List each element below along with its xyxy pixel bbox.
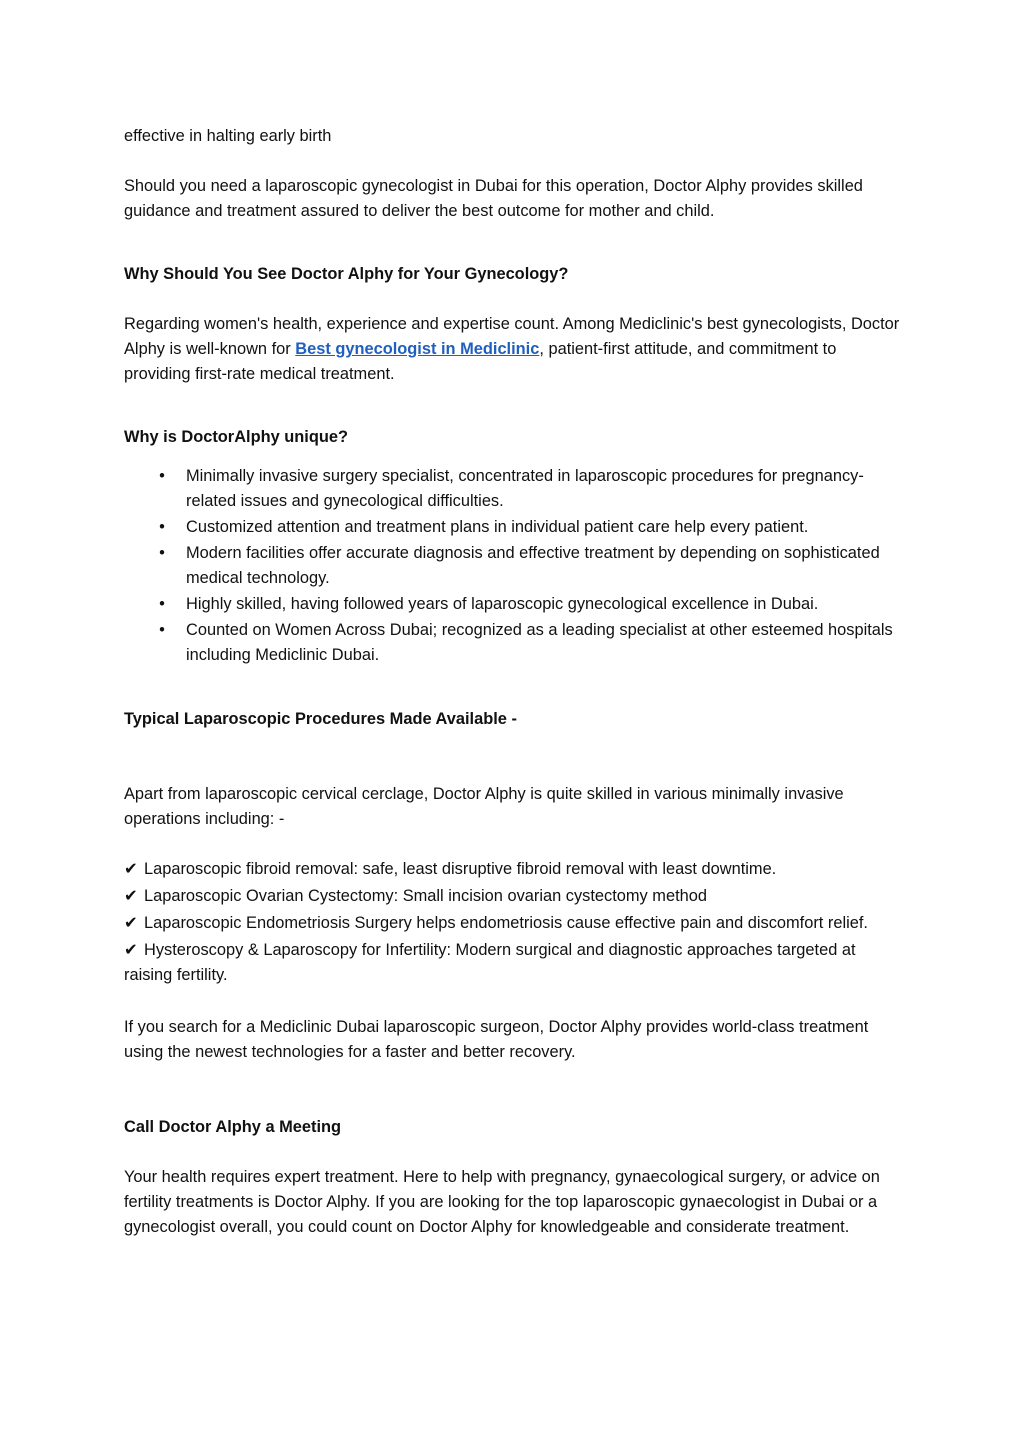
bullet-icon: •	[159, 621, 165, 639]
why-see-text-after: , patient-first attitude, and commitment to providing first-rate medical treatment.	[124, 340, 837, 383]
procedures-intro: Apart from laparoscopic cervical cerclage, Doctor Alphy is quite skilled in various minimally invasive operations including: -	[124, 785, 844, 828]
list-item	[124, 541, 903, 591]
unique-bullet-list	[124, 464, 903, 668]
list-item	[124, 884, 903, 909]
best-gynecologist-link[interactable]: Best gynecologist in Mediclinic	[295, 340, 540, 358]
checkmark-icon: ✔	[124, 860, 138, 878]
checkmark-icon: ✔	[124, 914, 138, 932]
bullet-icon: •	[159, 544, 165, 562]
bullet-text: Modern facilities offer accurate diagnosis and effective treatment by depending on sophisticated medical technology.	[186, 544, 880, 587]
bullet-icon: •	[159, 595, 165, 613]
list-item	[124, 515, 903, 540]
check-item-text: Laparoscopic Endometriosis Surgery helps endometriosis cause effective pain and discomfort relief.	[144, 914, 868, 932]
heading-procedures: Typical Laparoscopic Procedures Made Available -	[124, 710, 517, 728]
heading-unique: Why is DoctorAlphy unique?	[124, 428, 349, 446]
checkmark-icon: ✔	[124, 941, 138, 959]
list-item	[124, 938, 903, 988]
heading-why-see: Why Should You See Doctor Alphy for Your Gynecology?	[124, 265, 569, 283]
bullet-text: Minimally invasive surgery specialist, concentrated in laparoscopic procedures for pregnancy-related issues and gynecological difficulties.	[186, 467, 864, 510]
procedures-check-list	[124, 857, 903, 988]
bullet-text: Counted on Women Across Dubai; recognized as a leading specialist at other esteemed hospitals including Mediclinic Dubai.	[186, 621, 893, 664]
why-see-paragraph	[124, 312, 903, 387]
list-item	[124, 911, 903, 936]
check-item-text: Laparoscopic fibroid removal: safe, least disruptive fibroid removal with least downtime.	[144, 860, 777, 878]
list-item	[124, 464, 903, 514]
bullet-text: Customized attention and treatment plans in individual patient care help every patient.	[186, 518, 809, 536]
why-see-text-before: Regarding women's health, experience and expertise count. Among Mediclinic's best gynecologists, Doctor Alphy is well-known for	[124, 315, 900, 358]
check-item-text: Hysteroscopy & Laparoscopy for Infertility: Modern surgical and diagnostic approaches targeted at raising fertility.	[124, 941, 856, 984]
intro-line: effective in halting early birth	[124, 127, 332, 145]
check-item-text: Laparoscopic Ovarian Cystectomy: Small incision ovarian cystectomy method	[144, 887, 707, 905]
heading-call: Call Doctor Alphy a Meeting	[124, 1118, 342, 1136]
call-paragraph: Your health requires expert treatment. Here to help with pregnancy, gynaecological surgery, or advice on fertility treatments is Doctor Alphy. If you are looking for the top laparoscopic gynaecologist in Dubai or a gynecologist overall, you could count on Doctor Alphy for knowledgeable and considerate treatment.	[124, 1168, 880, 1236]
list-item	[124, 857, 903, 882]
checkmark-icon: ✔	[124, 887, 138, 905]
bullet-icon: •	[159, 467, 165, 485]
bullet-text: Highly skilled, having followed years of laparoscopic gynecological excellence in Dubai.	[186, 595, 819, 613]
list-item	[124, 618, 903, 668]
bullet-icon: •	[159, 518, 165, 536]
procedures-closing: If you search for a Mediclinic Dubai laparoscopic surgeon, Doctor Alphy provides world-class treatment using the newest technologies for a faster and better recovery.	[124, 1018, 869, 1061]
intro-paragraph: Should you need a laparoscopic gynecologist in Dubai for this operation, Doctor Alphy provides skilled guidance and treatment assured to deliver the best outcome for mother and child.	[124, 177, 863, 220]
list-item	[124, 592, 903, 617]
